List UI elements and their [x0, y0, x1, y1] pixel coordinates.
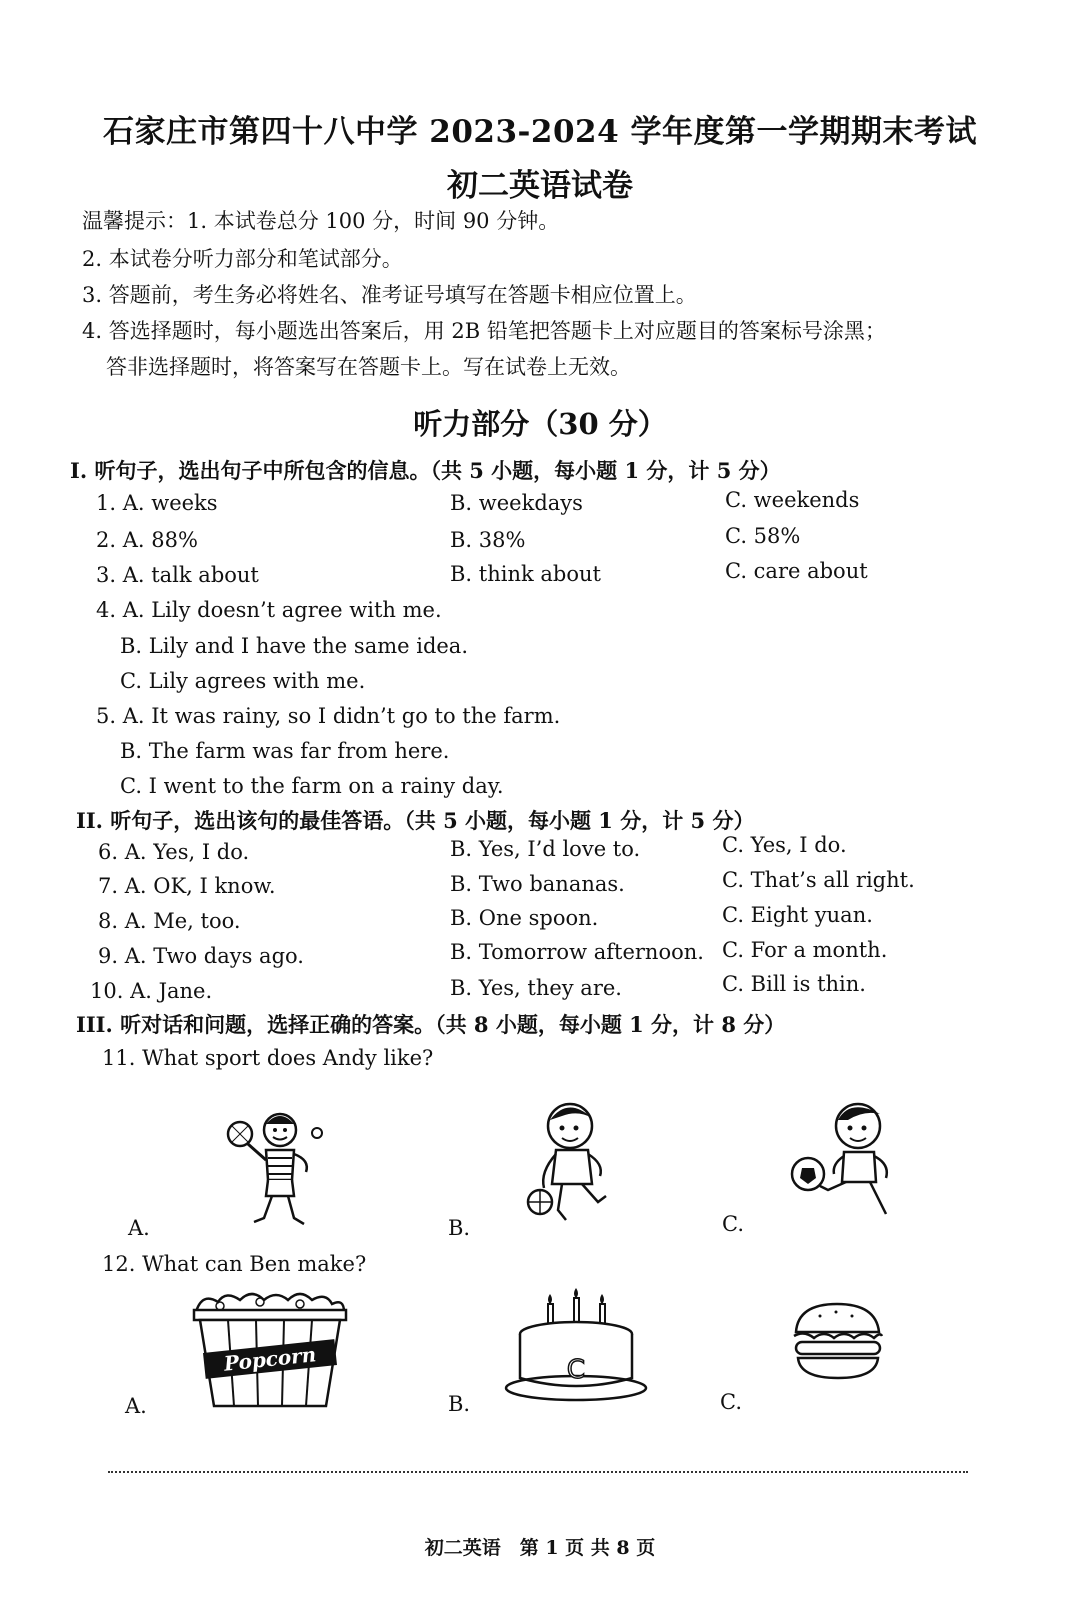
q11-stem: 11. What sport does Andy like? [102, 1046, 434, 1070]
note-line-3: 3. 答题前，考生务必将姓名、准考证号填写在答题卡相应位置上。 [82, 283, 697, 307]
q1-option-c: C. weekends [725, 488, 860, 512]
q9-option-b: B. Tomorrow afternoon. [450, 940, 704, 964]
dotted-separator [108, 1471, 968, 1473]
q11-option-a-label: A. [128, 1216, 150, 1240]
q7-option-c: C. That’s all right. [722, 868, 915, 892]
note-line-1: 温馨提示：1. 本试卷总分 100 分，时间 90 分钟。 [82, 209, 560, 233]
q10-option-a: 10. A. Jane. [90, 979, 213, 1003]
q12-option-b-label: B. [448, 1392, 471, 1416]
q3-option-c: C. care about [725, 559, 868, 583]
listening-section-title: 听力部分（30 分） [413, 407, 667, 441]
q11-option-c-label: C. [722, 1212, 744, 1236]
q1-option-b: B. weekdays [450, 491, 583, 515]
q11-option-b-label: B. [448, 1216, 471, 1240]
q8-option-a: 8. A. Me, too. [98, 909, 241, 933]
q8-option-c: C. Eight yuan. [722, 903, 873, 927]
q1-option-a: 1. A. weeks [96, 491, 218, 515]
q12-option-c-label: C. [720, 1390, 742, 1414]
q5-option-b: B. The farm was far from here. [120, 739, 450, 763]
exam-title: 石家庄市第四十八中学 2023-2024 学年度第一学期期末考试 [102, 114, 977, 150]
note-line-5: 答非选择题时，将答案写在答题卡上。写在试卷上无效。 [106, 355, 631, 379]
page-footer: 初二英语 第 1 页 共 8 页 [424, 1537, 656, 1559]
popcorn-icon [190, 1290, 350, 1410]
q12-option-a-label: A. [125, 1394, 147, 1418]
q12-stem: 12. What can Ben make? [102, 1252, 367, 1276]
q9-option-c: C. For a month. [722, 938, 888, 962]
q7-option-a: 7. A. OK, I know. [98, 874, 276, 898]
q4-option-c: C. Lily agrees with me. [120, 669, 366, 693]
soccer-player-icon [790, 1094, 910, 1224]
q7-option-b: B. Two bananas. [450, 872, 625, 896]
q4-option-b: B. Lily and I have the same idea. [120, 634, 469, 658]
cake-letter: C [566, 1355, 586, 1385]
q5-option-a: 5. A. It was rainy, so I didn’t go to the farm. [96, 704, 561, 728]
q6-option-b: B. Yes, I’d love to. [450, 837, 641, 861]
part3-title: III. 听对话和问题，选择正确的答案。（共 8 小题，每小题 1 分，计 8 分） [76, 1012, 786, 1037]
birthday-cake-icon [504, 1292, 654, 1402]
q8-option-b: B. One spoon. [450, 906, 599, 930]
exam-subtitle: 初二英语试卷 [447, 168, 633, 204]
popcorn-label: Popcorn [222, 1342, 318, 1376]
q2-option-a: 2. A. 88% [96, 528, 198, 552]
part2-title: II. 听句子，选出该句的最佳答语。（共 5 小题，每小题 1 分，计 5 分） [76, 808, 755, 833]
q10-option-c: C. Bill is thin. [722, 972, 866, 996]
q6-option-a: 6. A. Yes, I do. [98, 840, 250, 864]
part1-title: I. 听句子，选出句子中所包含的信息。（共 5 小题，每小题 1 分，计 5 分） [70, 458, 781, 483]
q4-option-a: 4. A. Lily doesn’t agree with me. [96, 598, 442, 622]
tennis-player-icon [222, 1100, 332, 1230]
q10-option-b: B. Yes, they are. [450, 976, 622, 1000]
q5-option-c: C. I went to the farm on a rainy day. [120, 774, 504, 798]
note-line-4: 4. 答选择题时，每小题选出答案后，用 2B 铅笔把答题卡上对应题目的答案标号涂黑； [82, 319, 886, 343]
q9-option-a: 9. A. Two days ago. [98, 944, 304, 968]
q2-option-c: C. 58% [725, 524, 801, 548]
q3-option-b: B. think about [450, 562, 601, 586]
note-line-2: 2. 本试卷分听力部分和笔试部分。 [82, 247, 403, 271]
q6-option-c: C. Yes, I do. [722, 833, 847, 857]
q2-option-b: B. 38% [450, 528, 526, 552]
hamburger-icon [790, 1302, 885, 1382]
basketball-player-icon [522, 1092, 622, 1227]
q3-option-a: 3. A. talk about [96, 563, 259, 587]
